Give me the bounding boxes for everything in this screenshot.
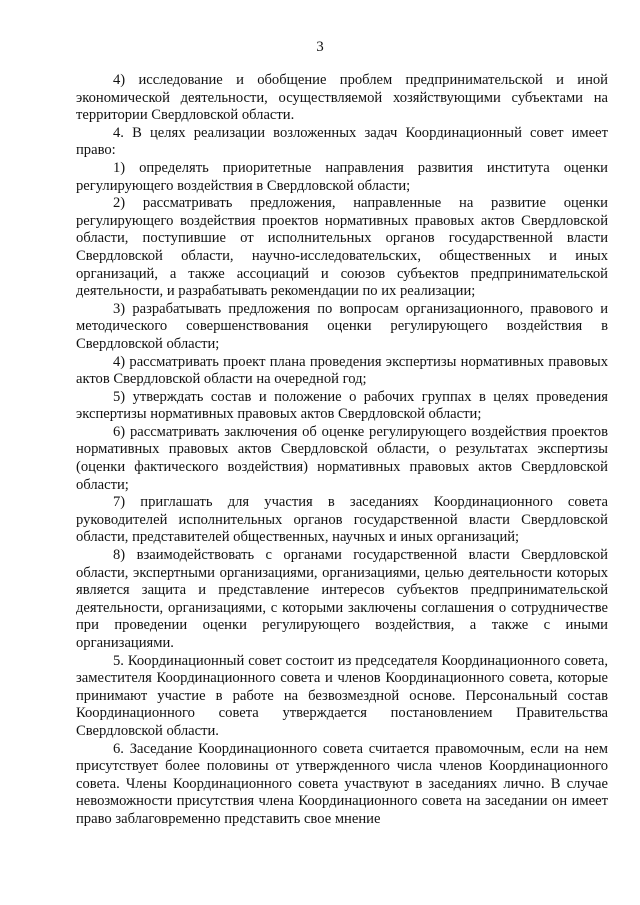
paragraph-item-4-research: 4) исследование и обобщение проблем предпринимательской и иной экономической деятельности, осуществляемой хозяйствующими субъектами на территории Свердловской области. <box>76 72 608 124</box>
paragraph-right-8: 8) взаимодействовать с органами государственной власти Свердловской области, экспертными организациями, организациями, целью деятельности которых является защита и представление интересов субъектов предпринимательской деятельности, организациями, с которыми заключены соглашения о сотрудничестве при проведении оценки регулирующего воздействия, а также с иными организациями. <box>76 547 608 651</box>
paragraph-right-3: 3) разрабатывать предложения по вопросам организационного, правового и методического совершенствования оценки регулирующего воздействия в Свердловской области; <box>76 300 608 352</box>
page-number: 3 <box>316 39 324 55</box>
paragraph-right-2: 2) рассматривать предложения, направленные на развитие оценки регулирующего воздействия проектов нормативных правовых актов Свердловской области, поступившие от исполнительных органов государственной власти Свердловской области, научно-исследовательских, общественных и иных организаций, а также ассоциаций и союзов субъектов предпринимательской деятельности, и разрабатывать рекомендации по их реализации; <box>76 195 608 300</box>
document-body <box>76 72 608 829</box>
paragraph-right-1: 1) определять приоритетные направления развития института оценки регулирующего воздействия в Свердловской области; <box>76 159 608 194</box>
paragraph-right-4: 4) рассматривать проект плана проведения экспертизы нормативных правовых актов Свердловской области на очередной год; <box>76 353 608 388</box>
paragraph-section-4-rights: 4. В целях реализации возложенных задач Координационный совет имеет право: <box>76 124 608 159</box>
paragraph-right-7: 7) приглашать для участия в заседаниях Координационного совета руководителей исполнительных органов государственной власти Свердловской области, представителей общественных, научных и иных организаций; <box>76 494 608 546</box>
paragraph-right-5: 5) утверждать состав и положение о рабочих группах в целях проведения экспертизы нормативных правовых актов Свердловской области; <box>76 388 608 423</box>
paragraph-section-6-quorum: 6. Заседание Координационного совета считается правомочным, если на нем присутствует более половины от утвержденного числа членов Координационного совета. Члены Координационного совета участвуют в заседаниях лично. В случае невозможности присутствия члена Координационного совета на заседании он имеет право заблаговременно представить свое мнение <box>76 740 608 827</box>
paragraph-right-6: 6) рассматривать заключения об оценке регулирующего воздействия проектов нормативных правовых актов Свердловской области, о результатах экспертизы (оценки фактического воздействия) нормативных правовых актов Свердловской области; <box>76 423 608 493</box>
paragraph-section-5-composition: 5. Координационный совет состоит из председателя Координационного совета, заместителя Координационного совета и членов Координационного совета, которые принимают участие в работе на безвозмездной основе. Персональный состав Координационного совета утверждается постановлением Правительства Свердловской области. <box>76 652 608 739</box>
